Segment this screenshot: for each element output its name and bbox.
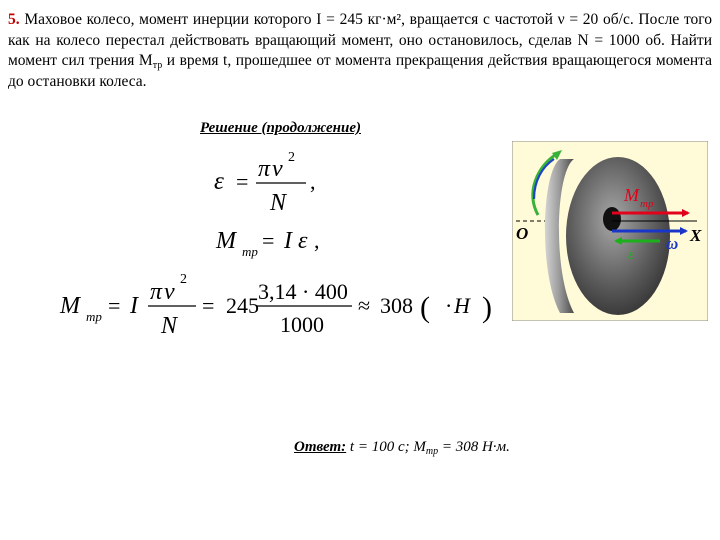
formula3-unit-H: H bbox=[454, 293, 470, 318]
formula1-comma: , bbox=[310, 169, 316, 194]
formula3-equals-2: = bbox=[202, 293, 215, 318]
formula1-epsilon: ε bbox=[214, 168, 224, 195]
formula1-pi: π bbox=[258, 156, 271, 182]
label-X: X bbox=[690, 226, 702, 245]
problem-text: Маховое колесо, момент инерции которого I = 245 кг·м², вращается с частотой ν = 20 об/с. После того как на колесо перестал действовать вращающий момент, оно остановилось, сделав N = 1000 об. Найти момент сил трения M bbox=[8, 11, 712, 69]
formula1-nu: ν bbox=[272, 156, 283, 182]
formula-calculation bbox=[60, 268, 510, 340]
label-M-subscript: тр bbox=[640, 198, 654, 210]
formula3-exponent: 2 bbox=[180, 272, 187, 287]
formula3-result: 308 bbox=[380, 293, 413, 318]
flywheel-figure bbox=[512, 141, 708, 321]
wheel-face bbox=[566, 157, 670, 315]
answer-text-end: = 308 Н·м. bbox=[438, 439, 510, 455]
answer-text: t = 100 с; M bbox=[346, 439, 426, 455]
formula3-denominator-1: N bbox=[161, 313, 178, 339]
formula3-M: M bbox=[60, 293, 80, 319]
formula-moment bbox=[212, 222, 342, 262]
formula3-approx: ≈ bbox=[358, 293, 371, 318]
formula2-equals: = bbox=[262, 228, 275, 253]
formula3-denominator-2: 1000 bbox=[280, 312, 324, 337]
problem-subscript: тр bbox=[152, 60, 163, 71]
problem-number: 5. bbox=[8, 11, 20, 28]
label-M: M bbox=[624, 185, 639, 205]
answer-label: Ответ: bbox=[294, 439, 347, 455]
formula3-pi: π bbox=[150, 279, 163, 305]
formula2-subscript: тр bbox=[242, 244, 258, 259]
formula2-M: M bbox=[216, 228, 236, 254]
formula1-exponent: 2 bbox=[288, 150, 295, 165]
formula3-left-paren: ( bbox=[420, 291, 430, 324]
problem-statement bbox=[8, 10, 712, 92]
label-O: O bbox=[516, 224, 529, 243]
formula3-value-I: 245 bbox=[226, 293, 259, 318]
formula1-equals: = bbox=[236, 169, 249, 194]
formula3-unit-dot: · bbox=[445, 293, 453, 318]
formula3-I: I bbox=[130, 293, 138, 319]
formula3-numerator-2: 3,14 · 400 bbox=[258, 279, 348, 304]
formula3-equals-1: = bbox=[108, 293, 121, 318]
solution-heading: Решение (продолжение) bbox=[200, 120, 361, 136]
label-epsilon: ε bbox=[628, 247, 634, 263]
wheel-hub bbox=[603, 207, 621, 231]
formula-epsilon bbox=[210, 148, 340, 216]
label-omega: ω bbox=[666, 234, 679, 253]
formula2-epsilon: ε bbox=[298, 228, 308, 254]
answer bbox=[294, 439, 510, 456]
formula2-comma: , bbox=[314, 228, 320, 253]
formula1-denominator: N bbox=[270, 190, 287, 216]
problem-text-end: и время t, прошедшее от момента прекращения действия вращающегося момента до остановки колеса. bbox=[8, 52, 712, 90]
formula3-right-paren: ) bbox=[482, 291, 492, 324]
answer-subscript: тр bbox=[425, 446, 439, 457]
formula2-I: I bbox=[284, 228, 292, 254]
formula3-subscript: тр bbox=[86, 309, 102, 324]
formula3-nu: ν bbox=[164, 279, 175, 305]
